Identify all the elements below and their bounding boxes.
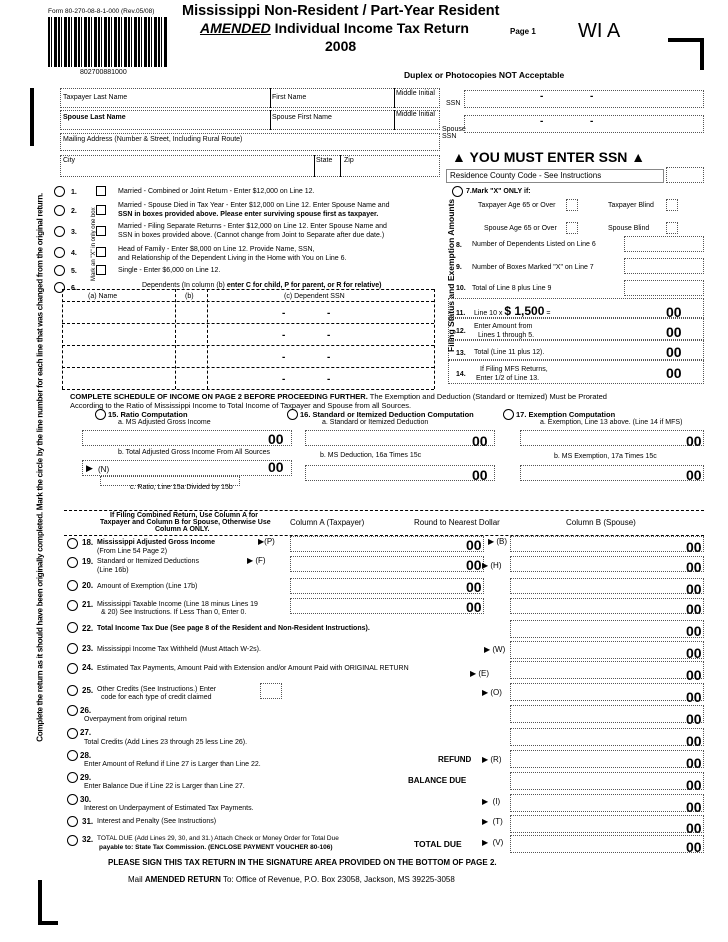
spouse-ssn-dash-1: - <box>540 116 544 127</box>
line24-num: 24. <box>82 663 94 672</box>
spouse-blind-label: Spouse Blind <box>608 225 650 232</box>
line6-text-b: enter C for child, P for parent, or R for relative) <box>226 282 382 289</box>
line9-num: 9. <box>456 264 462 271</box>
balance-due-label: BALANCE DUE <box>408 776 467 785</box>
line15b-box[interactable] <box>82 460 292 476</box>
line15b-amount[interactable]: 00 <box>268 459 284 475</box>
line28-r: ▶ (R) <box>482 755 502 764</box>
line20-num: 20. <box>82 581 94 590</box>
line21-a-amount[interactable]: 00 <box>466 599 482 615</box>
line17b-text: b. MS Exemption, 17a Times 15c <box>554 453 657 460</box>
line14-amount[interactable]: 00 <box>666 365 682 381</box>
ssn-label: SSN <box>446 100 461 107</box>
dep-ssn-dash: - <box>327 374 331 385</box>
line30-amount[interactable]: 00 <box>686 799 702 815</box>
line6-num: 6. <box>71 285 77 292</box>
line19-f: ▶ (F) <box>247 556 266 565</box>
line14-text-b: Enter 1/2 of Line 13. <box>476 375 540 382</box>
line20-a-amount[interactable]: 00 <box>466 579 482 595</box>
line25-o: ▶ (O) <box>482 688 502 697</box>
line18-b-box[interactable] <box>510 536 704 552</box>
line21-text-b: & 20) See Instructions. If Less Than 0, Enter 0. <box>101 609 247 616</box>
circle-line-4[interactable] <box>54 247 65 258</box>
line10-num: 10. <box>456 285 466 292</box>
line18-b: ▶ (B) <box>488 537 508 546</box>
line23-w: ▶ (W) <box>484 645 506 654</box>
line22-num: 22. <box>82 624 94 633</box>
line20-b-amount[interactable]: 00 <box>686 581 702 597</box>
line14-num: 14. <box>456 371 466 378</box>
refund-label: REFUND <box>438 755 472 764</box>
line15a-text: a. MS Adjusted Gross Income <box>118 419 211 426</box>
line18-a-box[interactable] <box>290 536 484 552</box>
first-name-label: First Name <box>272 94 307 101</box>
circle-line-3[interactable] <box>54 226 65 237</box>
line24-amount[interactable]: 00 <box>686 667 702 683</box>
spouse-ssn-label: Spouse SSN <box>442 126 466 140</box>
state-label: State <box>316 157 333 164</box>
line2-text-b: SSN in boxes provided above. Please enter surviving spouse first as taxpayer. <box>118 211 379 218</box>
line11-amount[interactable]: 00 <box>666 304 682 320</box>
line21-text-a: Mississippi Taxable Income (Line 18 minus Lines 19 <box>97 601 258 608</box>
line19-b-box[interactable] <box>510 556 704 572</box>
dep-ssn-dash: - <box>282 374 286 385</box>
line26-box[interactable] <box>510 705 704 723</box>
circle-line-18[interactable] <box>67 538 78 549</box>
line4-text-a: Head of Family - Enter $8,000 on Line 12. Provide Name, SSN, <box>118 246 315 253</box>
line28-r-label: (R) <box>490 755 502 764</box>
line26-text: Overpayment from original return <box>84 716 187 723</box>
box-line-3[interactable] <box>96 226 106 236</box>
residence-label: Residence County Code - See Instructions <box>450 171 602 180</box>
combined-note-3: Column A ONLY. <box>155 526 210 533</box>
dep-ssn-dash: - <box>327 308 331 319</box>
spouse-ssn-dash-2: - <box>590 116 594 127</box>
line10-text: Total of Line 8 plus Line 9 <box>472 285 552 292</box>
schedule-heading-1 <box>70 392 607 401</box>
line3-text-a: Married - Filing Separate Returns - Enter $12,000 on Line 12. Enter Spouse Name and <box>118 223 387 230</box>
line11-num: 11. <box>456 310 466 317</box>
spouse-mi-label: Middle Initial <box>396 111 435 118</box>
line23-box[interactable] <box>510 641 704 659</box>
line11-c: = <box>544 310 551 317</box>
line7-text: 7.Mark "X" ONLY if: <box>466 188 531 195</box>
line32-text-a: TOTAL DUE (Add Lines 29, 30, and 31.) Attach Check or Money Order for Total Due <box>97 835 339 842</box>
schedule-heading-bold: COMPLETE SCHEDULE OF INCOME ON PAGE 2 BEFORE PROCEEDING FURTHER. <box>70 392 368 401</box>
left-black-bar <box>30 88 34 146</box>
taxpayer-blind-box[interactable] <box>666 199 678 211</box>
line23-text: Mississippi Income Tax Withheld (Must Attach W-2s). <box>97 646 261 653</box>
line28-amount[interactable]: 00 <box>686 755 702 771</box>
line25-num: 25. <box>82 686 94 695</box>
box-line-5[interactable] <box>96 265 106 275</box>
line28-num: 28. <box>80 751 92 760</box>
line31-text: Interest and Penalty (See Instructions) <box>97 818 217 825</box>
line8-box[interactable] <box>624 236 704 252</box>
line15b-text: b. Total Adjusted Gross Income From All Sources <box>118 449 270 456</box>
line25-text-b: code for each type of credit claimed <box>101 694 212 701</box>
circle-line-2[interactable] <box>54 205 65 216</box>
dep-ssn-dash: - <box>327 352 331 363</box>
round-label: Round to Nearest Dollar <box>414 518 500 527</box>
taxpayer-last-label: Taxpayer Last Name <box>63 94 128 101</box>
line30-num: 30. <box>80 795 92 804</box>
line19-num: 19. <box>82 557 94 566</box>
line27-box[interactable] <box>510 728 704 746</box>
spouse-last-label: Spouse Last Name <box>63 114 126 121</box>
title-rest: Individual Income Tax Return <box>270 20 469 36</box>
line24-e-label: (E) <box>478 669 490 678</box>
line15a-box[interactable] <box>82 430 292 446</box>
circle-line-20[interactable] <box>67 580 78 591</box>
line31-t: ▶ (T) <box>482 817 503 826</box>
circle-line-5[interactable] <box>54 265 65 276</box>
corner-mark-bottom <box>38 880 58 925</box>
circle-line-21[interactable] <box>67 600 78 611</box>
spouse-first-label: Spouse First Name <box>272 114 332 121</box>
line19-b-amount[interactable]: 00 <box>686 559 702 575</box>
circle-line-1[interactable] <box>54 186 65 197</box>
circle-line-25[interactable] <box>67 685 78 696</box>
spouse-age-label: Spouse Age 65 or Over <box>484 225 557 232</box>
form-title-2 <box>200 20 469 36</box>
line2-text-a: Married - Spouse Died in Tax Year - Enter $12,000 on Line 12. Enter Spouse Name and <box>118 202 390 209</box>
circle-line-7[interactable] <box>452 186 463 197</box>
line14-text-a: If Filing MFS Returns, <box>480 366 548 373</box>
line31-num: 31. <box>82 817 94 826</box>
line19-a-amount[interactable]: 00 <box>466 557 482 573</box>
line17b-box[interactable] <box>520 465 704 481</box>
ssn-dash-2: - <box>590 91 594 102</box>
city-box[interactable] <box>60 155 440 177</box>
spouse-age-box[interactable] <box>566 222 578 234</box>
box-line-4[interactable] <box>96 247 106 257</box>
line12-text-b: Lines 1 through 5. <box>478 332 535 339</box>
line18-text-a: Mississippi Adjusted Gross Income <box>97 539 215 546</box>
circle-line-27[interactable] <box>67 728 78 739</box>
line16b-text: b. MS Deduction, 16a Times 15c <box>320 452 422 459</box>
line31-t-label: (T) <box>492 817 503 826</box>
mail-c: To: Office of Revenue, P.O. Box 23058, Jackson, MS 39225-3058 <box>220 875 455 884</box>
line17a-text: a. Exemption, Line 13 above. (Line 14 if MFS) <box>540 419 683 426</box>
circle-line-16[interactable] <box>287 409 298 420</box>
residence-code-box[interactable] <box>666 167 704 183</box>
circle-line-15[interactable] <box>95 409 106 420</box>
line29-amount[interactable]: 00 <box>686 777 702 793</box>
line19-text-a: Standard or Itemized Deductions <box>97 558 199 565</box>
circle-line-30[interactable] <box>67 794 78 805</box>
side-instruction: Complete the return as it should have been originally completed. Mark the circle by the line number for each line that was changed from the original return. <box>35 193 45 742</box>
line16a-box[interactable] <box>305 430 495 446</box>
box-line-1[interactable] <box>96 186 106 196</box>
line22-amount[interactable]: 00 <box>686 623 702 639</box>
ssn-dash-1: - <box>540 91 544 102</box>
line28-box[interactable] <box>510 750 704 768</box>
dep-ssn-dash: - <box>327 330 331 341</box>
zip-label: Zip <box>344 157 354 164</box>
line5-text: Single - Enter $6,000 on Line 12. <box>118 267 221 274</box>
line17-title: 17. Exemption Computation <box>516 410 616 419</box>
form-title: Mississippi Non-Resident / Part-Year Resident <box>182 3 500 19</box>
line28-text: Enter Amount of Refund if Line 27 is Larger than Line 22. <box>84 761 261 768</box>
line26-num: 26. <box>80 706 92 715</box>
line24-text: Estimated Tax Payments, Amount Paid with Extension and/or Amount Paid with ORIGINAL RETURN <box>97 665 409 672</box>
circle-line-6[interactable] <box>54 282 65 293</box>
line30-box[interactable] <box>510 794 704 812</box>
line6-text-a: Dependents (In column (b) <box>142 282 227 289</box>
line3-num: 3. <box>71 229 77 236</box>
line12-text-a: Enter Amount from <box>474 323 533 330</box>
line32-text-b: payable to: State Tax Commission. (ENCLOSE PAYMENT VOUCHER 80-106) <box>99 844 333 851</box>
form-id: Form 80-270-08-8-1-000 (Rev.05/08) <box>48 8 155 15</box>
line24-e: ▶ (E) <box>470 669 490 678</box>
line25-o-label: (O) <box>490 688 502 697</box>
line26-amount[interactable]: 00 <box>686 711 702 727</box>
line12-num: 12. <box>456 328 466 335</box>
line6-text <box>142 282 382 289</box>
must-enter-ssn: ▲ YOU MUST ENTER SSN ▲ <box>452 149 646 165</box>
line19-h-label: (H) <box>490 561 502 570</box>
line23-amount[interactable]: 00 <box>686 645 702 661</box>
line3-text-b: SSN in boxes provided above. (Cannot change from Joint to Separate after due date.) <box>118 232 385 239</box>
line27-text: Total Credits (Add Lines 23 through 25 less Line 26). <box>84 739 248 746</box>
dep-col-a: (a) Name <box>88 293 118 300</box>
line20-text: Amount of Exemption (Line 17b) <box>97 583 198 590</box>
circle-line-17[interactable] <box>503 409 514 420</box>
mail-a: Mail <box>128 875 145 884</box>
column-b-header: Column B (Spouse) <box>566 518 636 527</box>
circle-line-32[interactable] <box>67 835 78 846</box>
line19-text-b: (Line 16b) <box>97 567 129 574</box>
amended-word: AMENDED <box>200 20 271 36</box>
corner-mark-top <box>668 38 704 70</box>
line9-box[interactable] <box>624 258 704 274</box>
line29-text: Enter Balance Due if Line 22 is Larger than Line 27. <box>84 783 245 790</box>
line21-num: 21. <box>82 600 94 609</box>
line18-b-amount[interactable]: 00 <box>686 539 702 555</box>
line18-p-label: (P) <box>264 537 275 546</box>
circle-line-28[interactable] <box>67 750 78 761</box>
line16-title: 16. Standard or Itemized Deduction Computation <box>300 410 474 419</box>
line8-text: Number of Dependents Listed on Line 6 <box>472 241 596 248</box>
circle-line-23[interactable] <box>67 643 78 654</box>
line29-box[interactable] <box>510 772 704 790</box>
line17a-box[interactable] <box>520 430 704 446</box>
line13-text: Total (Line 11 plus 12). <box>474 349 545 356</box>
line32-amount[interactable]: 00 <box>686 839 702 855</box>
line5-num: 5. <box>71 268 77 275</box>
line31-amount[interactable]: 00 <box>686 820 702 836</box>
line25-amount[interactable]: 00 <box>686 689 702 705</box>
dep-ssn-dash: - <box>282 308 286 319</box>
line10-box[interactable] <box>624 280 704 296</box>
circle-line-24[interactable] <box>67 663 78 674</box>
line18-p: ▶(P) <box>258 537 275 546</box>
line11-b: $ 1,500 <box>504 304 545 318</box>
line29-num: 29. <box>80 773 92 782</box>
line18-b-label: (B) <box>496 537 508 546</box>
line4-num: 4. <box>71 250 77 257</box>
line23-num: 23. <box>82 644 94 653</box>
spouse-ssn-box[interactable] <box>464 115 704 133</box>
line18-num: 18. <box>82 538 94 547</box>
credit-code-box[interactable] <box>260 683 282 699</box>
line15n-arrow: ▶ <box>86 463 93 473</box>
line9-text: Number of Boxes Marked "X" on Line 7 <box>472 264 594 271</box>
sign-notice: PLEASE SIGN THIS TAX RETURN IN THE SIGNATURE AREA PROVIDED ON THE BOTTOM OF PAGE 2. <box>108 858 497 867</box>
line30-i: ▶ (I) <box>482 797 501 806</box>
form-code: WI A <box>578 20 621 42</box>
city-label: City <box>63 157 76 164</box>
line18-a-amount[interactable]: 00 <box>466 537 482 553</box>
column-a-header: Column A (Taxpayer) <box>290 518 365 527</box>
line1-text: Married - Combined or Joint Return - Enter $12,000 on Line 12. <box>118 188 315 195</box>
mail-instruction <box>128 875 455 884</box>
line32-v-label: (V) <box>492 838 504 847</box>
line8-num: 8. <box>456 242 462 249</box>
line16b-amount[interactable]: 00 <box>472 467 488 483</box>
taxpayer-age-box[interactable] <box>566 199 578 211</box>
taxpayer-age-label: Taxpayer Age 65 or Over <box>478 202 556 209</box>
line13-amount[interactable]: 00 <box>666 344 682 360</box>
line21-b-box[interactable] <box>510 598 704 614</box>
line30-text: Interest on Underpayment of Estimated Tax Payments. <box>84 805 254 812</box>
line21-b-amount[interactable]: 00 <box>686 601 702 617</box>
line27-num: 27. <box>80 728 92 737</box>
line32-v: ▶ (V) <box>482 838 504 847</box>
combined-note-2: Taxpayer and Column B for Spouse, Otherwise Use <box>100 519 271 526</box>
taxpayer-ssn-box[interactable] <box>464 90 704 108</box>
line16a-amount[interactable]: 00 <box>472 433 488 449</box>
line2-num: 2. <box>71 208 77 215</box>
schedule-heading-2: According to the Ratio of Mississippi Income to Total Income of Taxpayer and Spouse from all Sources. <box>70 401 412 410</box>
line31-box[interactable] <box>510 815 704 833</box>
line16a-text: a. Standard or Itemized Deduction <box>322 419 429 426</box>
line15-title: 15. Ratio Computation <box>108 410 188 419</box>
line22-text: Total Income Tax Due (See page 8 of the Resident and Non-Resident Instructions). <box>97 625 370 632</box>
line18-text-b: (From Line 54 Page 2) <box>97 548 168 555</box>
line12-amount[interactable]: 00 <box>666 324 682 340</box>
line21-a-box[interactable] <box>290 598 484 614</box>
line32-box[interactable] <box>510 835 704 853</box>
mail-b: AMENDED RETURN <box>144 875 221 884</box>
circle-line-29[interactable] <box>67 772 78 783</box>
schedule-heading-rest: The Exemption and Deduction (Standard or Itemized) Must be Prorated <box>367 392 607 401</box>
duplex-note: Duplex or Photocopies NOT Acceptable <box>404 70 565 80</box>
dep-col-b: (b) <box>185 293 194 300</box>
line24-box[interactable] <box>510 661 704 679</box>
line15a-amount[interactable]: 00 <box>268 431 284 447</box>
combined-note-1: If Filing Combined Return, Use Column A for <box>110 512 259 519</box>
line20-a-box[interactable] <box>290 578 484 594</box>
line19-h: ▶ (H) <box>482 561 502 570</box>
line25-box[interactable] <box>510 683 704 701</box>
line22-box[interactable] <box>510 620 704 638</box>
line13-num: 13. <box>456 350 466 357</box>
circle-line-22[interactable] <box>67 622 78 633</box>
barcode <box>48 17 168 67</box>
box-line-2[interactable] <box>96 205 106 215</box>
line11-a: Line 10 x <box>474 310 505 317</box>
dep-ssn-dash: - <box>282 330 286 341</box>
line16b-box[interactable] <box>305 465 495 481</box>
line15c-text: c. Ratio, Line 15a Divided by 15b <box>130 484 233 491</box>
line32-num: 32. <box>82 835 94 844</box>
dep-ssn-dash: - <box>282 352 286 363</box>
line27-amount[interactable]: 00 <box>686 733 702 749</box>
circle-line-19[interactable] <box>67 557 78 568</box>
tax-year: 2008 <box>325 38 357 54</box>
line15n-label: (N) <box>98 465 110 474</box>
mi-label: Middle Initial <box>396 90 435 97</box>
line17a-amount[interactable]: 00 <box>686 433 702 449</box>
circle-line-31[interactable] <box>67 816 78 827</box>
line19-f-label: (F) <box>255 556 266 565</box>
dep-col-c: (c) Dependent SSN <box>284 293 345 300</box>
circle-line-26[interactable] <box>67 705 78 716</box>
barcode-number: 802700881000 <box>80 69 127 76</box>
address-label: Mailing Address (Number & Street, Including Rural Route) <box>63 136 243 143</box>
line1-num: 1. <box>71 189 77 196</box>
line25-text-a: Other Credits (See Instructions.) Enter <box>97 686 217 693</box>
line20-b-box[interactable] <box>510 578 704 594</box>
line30-i-label: (I) <box>492 797 501 806</box>
line17b-amount[interactable]: 00 <box>686 467 702 483</box>
mark-one-box-label: Mark an "X" in only one box <box>91 207 97 281</box>
total-due-label: TOTAL DUE <box>414 839 462 849</box>
taxpayer-blind-label: Taxpayer Blind <box>608 202 654 209</box>
line19-a-box[interactable] <box>290 556 484 572</box>
line4-text-b: and Relationship of the Dependent Living in the Home with You on Line 6. <box>118 255 347 262</box>
filing-status-side-label: Filing Status and Exemption Amounts <box>446 198 456 352</box>
page-label: Page 1 <box>510 27 536 36</box>
line23-w-label: (W) <box>492 645 506 654</box>
spouse-blind-box[interactable] <box>666 222 678 234</box>
